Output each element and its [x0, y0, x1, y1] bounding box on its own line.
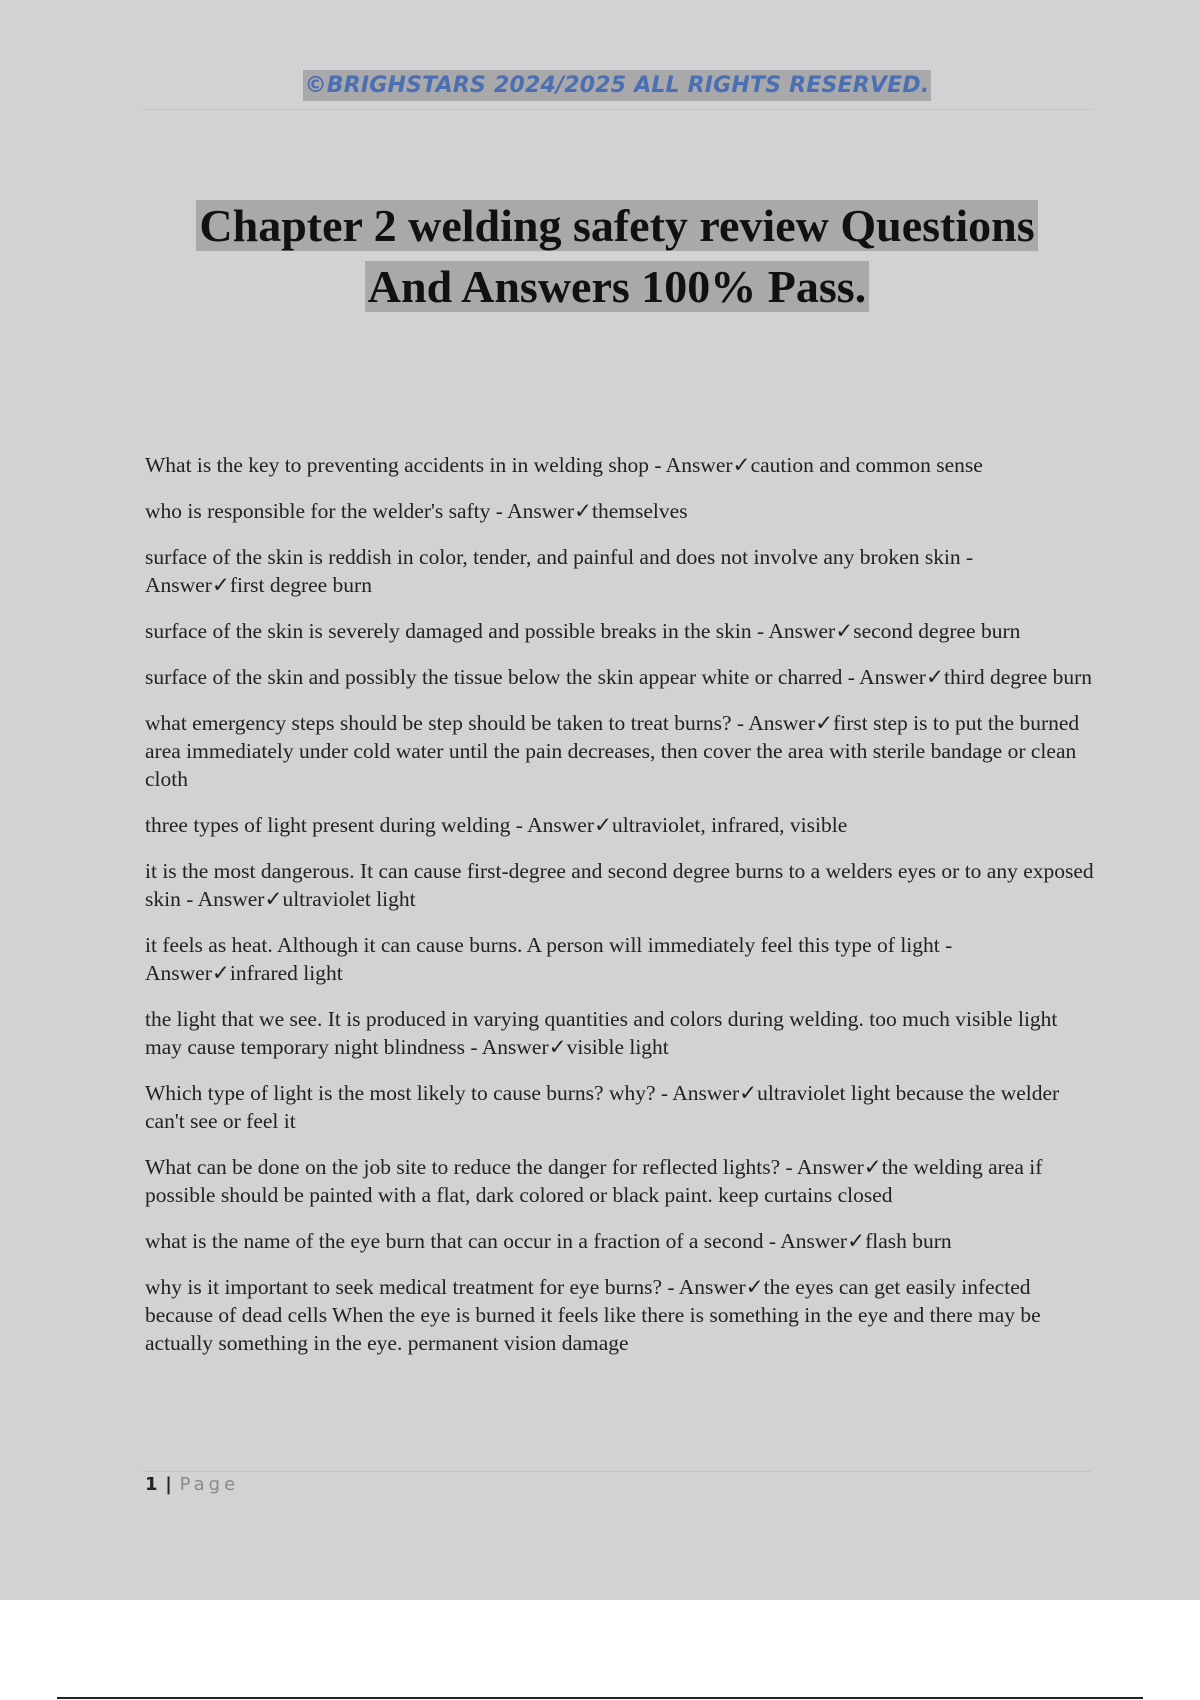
check-icon: ✓	[835, 619, 854, 643]
answer-text: visible light	[566, 1035, 669, 1059]
copyright-text: ©BRIGHSTARS 2024/2025 ALL RIGHTS RESERVED.	[303, 70, 932, 101]
question-text: surface of the skin and possibly the tissue below the skin appear white or charred - Answer	[145, 665, 926, 689]
question-text: surface of the skin is reddish in color, tender, and painful and does not involve any broken skin - Answer	[145, 545, 974, 597]
footer-divider	[143, 1471, 1091, 1472]
answer-text: themselves	[592, 499, 688, 523]
check-icon: ✓	[925, 665, 944, 689]
document-title	[120, 195, 1114, 317]
answer-text: caution and common sense	[750, 453, 983, 477]
check-icon: ✓	[847, 1229, 866, 1253]
page-label: Page	[179, 1474, 240, 1495]
answer-text: the welding area if possible should be painted with a flat, dark colored or black paint. keep curtains closed	[145, 1155, 1043, 1207]
question-text: surface of the skin is severely damaged and possible breaks in the skin - Answer	[145, 619, 836, 643]
answer-text: second degree burn	[853, 619, 1021, 643]
answer-text: first step is to put the burned area immediately under cold water until the pain decreases, then cover the area with sterile bandage or clean cloth	[145, 711, 1080, 791]
qa-item	[145, 451, 1095, 479]
qa-item	[145, 1227, 1095, 1255]
answer-text: ultraviolet, infrared, visible	[612, 813, 848, 837]
question-text: it feels as heat. Although it can cause burns. A person will immediately feel this type of light - Answer	[145, 933, 953, 985]
qa-item	[145, 709, 1095, 793]
check-icon: ✓	[264, 887, 283, 911]
check-icon: ✓	[548, 1035, 567, 1059]
question-text: Which type of light is the most likely to cause burns? why? - Answer	[145, 1081, 740, 1105]
check-icon: ✓	[732, 453, 751, 477]
answer-text: the eyes can get easily infected because of dead cells When the eye is burned it feels like there is something in the eye and there may be actually something in the eye. permanent vision damage	[145, 1275, 1041, 1355]
answer-text: third degree burn	[943, 665, 1093, 689]
answer-text: ultraviolet light because the welder can't see or feel it	[145, 1081, 1060, 1133]
question-text: three types of light present during welding - Answer	[145, 813, 595, 837]
check-icon: ✓	[815, 711, 834, 735]
page-number: 1	[145, 1474, 158, 1495]
answer-text: flash burn	[865, 1229, 952, 1253]
check-icon: ✓	[745, 1275, 764, 1299]
question-text: What is the key to preventing accidents in in welding shop - Answer	[145, 453, 733, 477]
answer-text: first degree burn	[229, 573, 372, 597]
question-text: what emergency steps should be step should be taken to treat burns? - Answer	[145, 711, 816, 735]
title-line-1: Chapter 2 welding safety review Questions	[196, 200, 1037, 251]
question-text: what is the name of the eye burn that can occur in a fraction of a second - Answer	[145, 1229, 848, 1253]
qa-item	[145, 663, 1095, 691]
question-text: why is it important to seek medical treatment for eye burns? - Answer	[145, 1275, 746, 1299]
qa-item	[145, 1005, 1095, 1061]
qa-item	[145, 617, 1095, 645]
qa-item	[145, 931, 1095, 987]
question-text: What can be done on the job site to reduce the danger for reflected lights? - Answer	[145, 1155, 864, 1179]
title-line-2: And Answers 100% Pass.	[365, 261, 869, 312]
qa-item	[145, 857, 1095, 913]
qa-item	[145, 1153, 1095, 1209]
header-divider	[143, 109, 1091, 110]
question-text: who is responsible for the welder's safty - Answer	[145, 499, 575, 523]
qa-item	[145, 1273, 1095, 1357]
footer-separator: |	[165, 1474, 172, 1495]
check-icon: ✓	[739, 1081, 758, 1105]
qa-item	[145, 543, 1095, 599]
answer-text: ultraviolet light	[282, 887, 416, 911]
copyright-header	[0, 70, 1200, 101]
page-footer	[145, 1474, 239, 1495]
qa-list	[145, 451, 1095, 1375]
check-icon: ✓	[594, 813, 613, 837]
check-icon: ✓	[574, 499, 593, 523]
check-icon: ✓	[863, 1155, 882, 1179]
check-icon: ✓	[211, 573, 230, 597]
question-text: the light that we see. It is produced in varying quantities and colors during welding. too much visible light may cause temporary night blindness - Answer	[145, 1007, 1058, 1059]
qa-item	[145, 1079, 1095, 1135]
bottom-divider	[57, 1697, 1143, 1699]
qa-item	[145, 811, 1095, 839]
check-icon: ✓	[211, 961, 230, 985]
answer-text: infrared light	[229, 961, 343, 985]
qa-item	[145, 497, 1095, 525]
question-text: it is the most dangerous. It can cause first-degree and second degree burns to a welders eyes or to any exposed skin - Answer	[145, 859, 1094, 911]
